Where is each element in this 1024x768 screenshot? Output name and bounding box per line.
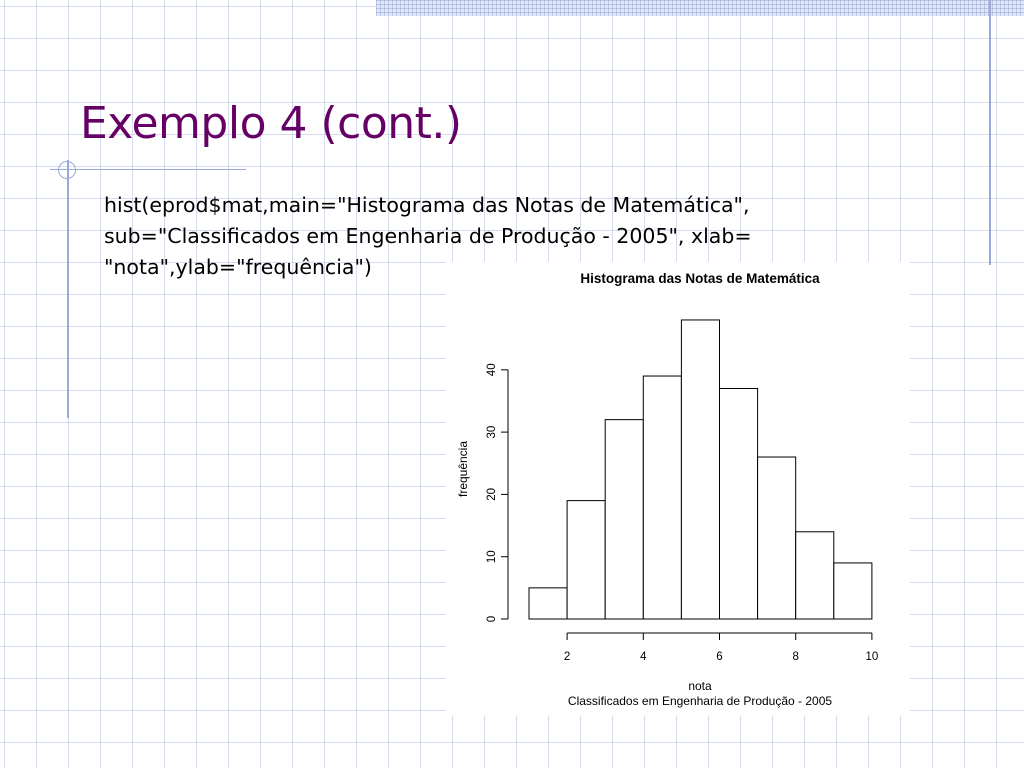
- bars-group: [529, 320, 872, 619]
- histogram-bar: [605, 420, 643, 619]
- crosshair-icon: [58, 161, 76, 179]
- top-decorative-bar: [376, 0, 1024, 16]
- histogram-svg: [446, 262, 910, 716]
- histogram-bar: [796, 532, 834, 619]
- histogram-chart: [446, 262, 910, 716]
- histogram-bar: [681, 320, 719, 619]
- y-axis: [486, 363, 508, 622]
- histogram-bar: [758, 457, 796, 619]
- x-axis-label: nota: [688, 679, 712, 693]
- code-line: sub="Classificados em Engenharia de Produção - 2005", xlab=: [104, 224, 752, 248]
- chart-title: Histograma das Notas de Matemática: [580, 271, 820, 286]
- y-tick-label: 0: [486, 615, 498, 623]
- x-tick-label: 10: [865, 651, 879, 663]
- x-tick-label: 4: [640, 651, 647, 663]
- y-tick-label: 30: [486, 425, 498, 439]
- right-decorative-line: [989, 0, 991, 265]
- x-tick-label: 6: [716, 651, 723, 663]
- left-decorative-line: [67, 160, 69, 418]
- histogram-bar: [643, 376, 681, 619]
- y-tick-label: 10: [486, 550, 498, 564]
- code-line: "nota",ylab="frequência"): [104, 255, 372, 279]
- y-axis-label: frequência: [456, 440, 470, 498]
- title-underline: [50, 169, 246, 170]
- histogram-bar: [567, 501, 605, 619]
- code-line: hist(eprod$mat,main="Histograma das Notas de Matemática",: [104, 193, 750, 217]
- x-axis: [564, 633, 878, 663]
- histogram-bar: [529, 588, 567, 619]
- histogram-bar: [834, 563, 872, 619]
- x-tick-label: 2: [563, 651, 571, 663]
- x-tick-label: 8: [792, 651, 799, 663]
- slide-title: Exemplo 4 (cont.): [80, 98, 462, 149]
- y-tick-label: 20: [486, 488, 498, 501]
- chart-subtitle: Classificados em Engenharia de Produção - 2005: [567, 694, 833, 708]
- histogram-bar: [720, 388, 758, 619]
- y-tick-label: 40: [486, 363, 498, 377]
